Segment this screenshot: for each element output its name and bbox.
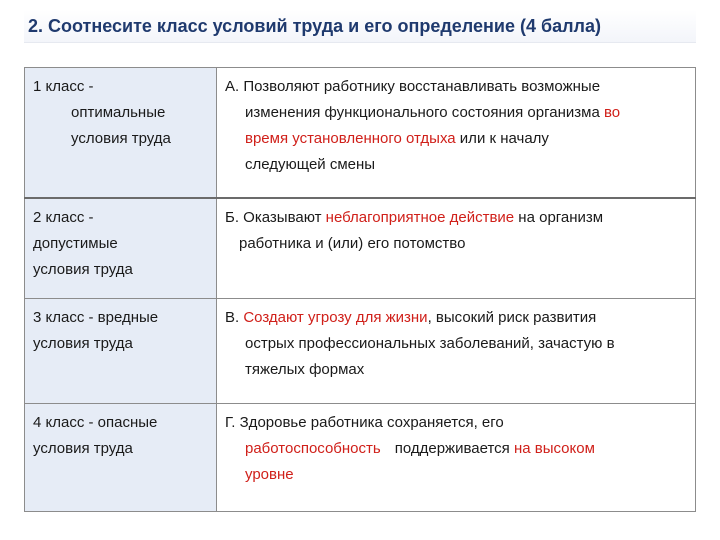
highlight-text: Создают угрозу для жизни: [243, 309, 428, 326]
table-row: [25, 68, 696, 198]
definition-cell: А. Позволяют работнику восстанавливать возможные изменения функционального состояния организма во время установленного отдыха или к началу следующей смены: [217, 68, 696, 198]
definition-cell: Б. Оказывают неблагоприятное действие на организм работника и (или) его потомство: [217, 198, 696, 299]
class-cell: 3 класс - вредные условия труда: [25, 299, 217, 404]
definition-cell: Г. Здоровье работника сохраняется, его работоспособность поддерживается на высоком уровне: [217, 404, 696, 512]
highlight-text: на высоком: [513, 440, 595, 457]
definition-cell: В. Создают угрозу для жизни, высокий риск развития острых профессиональных заболеваний, зачастую в тяжелых формах: [217, 299, 696, 404]
highlight-text: время установленного отдыха: [245, 130, 456, 147]
table-row: [25, 198, 696, 299]
question-title: 2. Соотнесите класс условий труда и его определение (4 балла): [24, 10, 696, 43]
table-row: [25, 404, 696, 512]
highlight-text: неблагоприятное действие: [325, 208, 515, 226]
class-cell: 4 класс - опасные условия труда: [25, 404, 217, 512]
highlight-text: работоспособность: [245, 440, 381, 457]
matching-table: [24, 67, 696, 512]
highlight-text: во: [603, 104, 621, 121]
class-cell: 2 класс - допустимые условия труда: [25, 198, 217, 299]
highlight-text: уровне: [245, 466, 294, 483]
class-cell: 1 класс - оптимальные условия труда: [25, 68, 217, 198]
table-row: [25, 299, 696, 404]
